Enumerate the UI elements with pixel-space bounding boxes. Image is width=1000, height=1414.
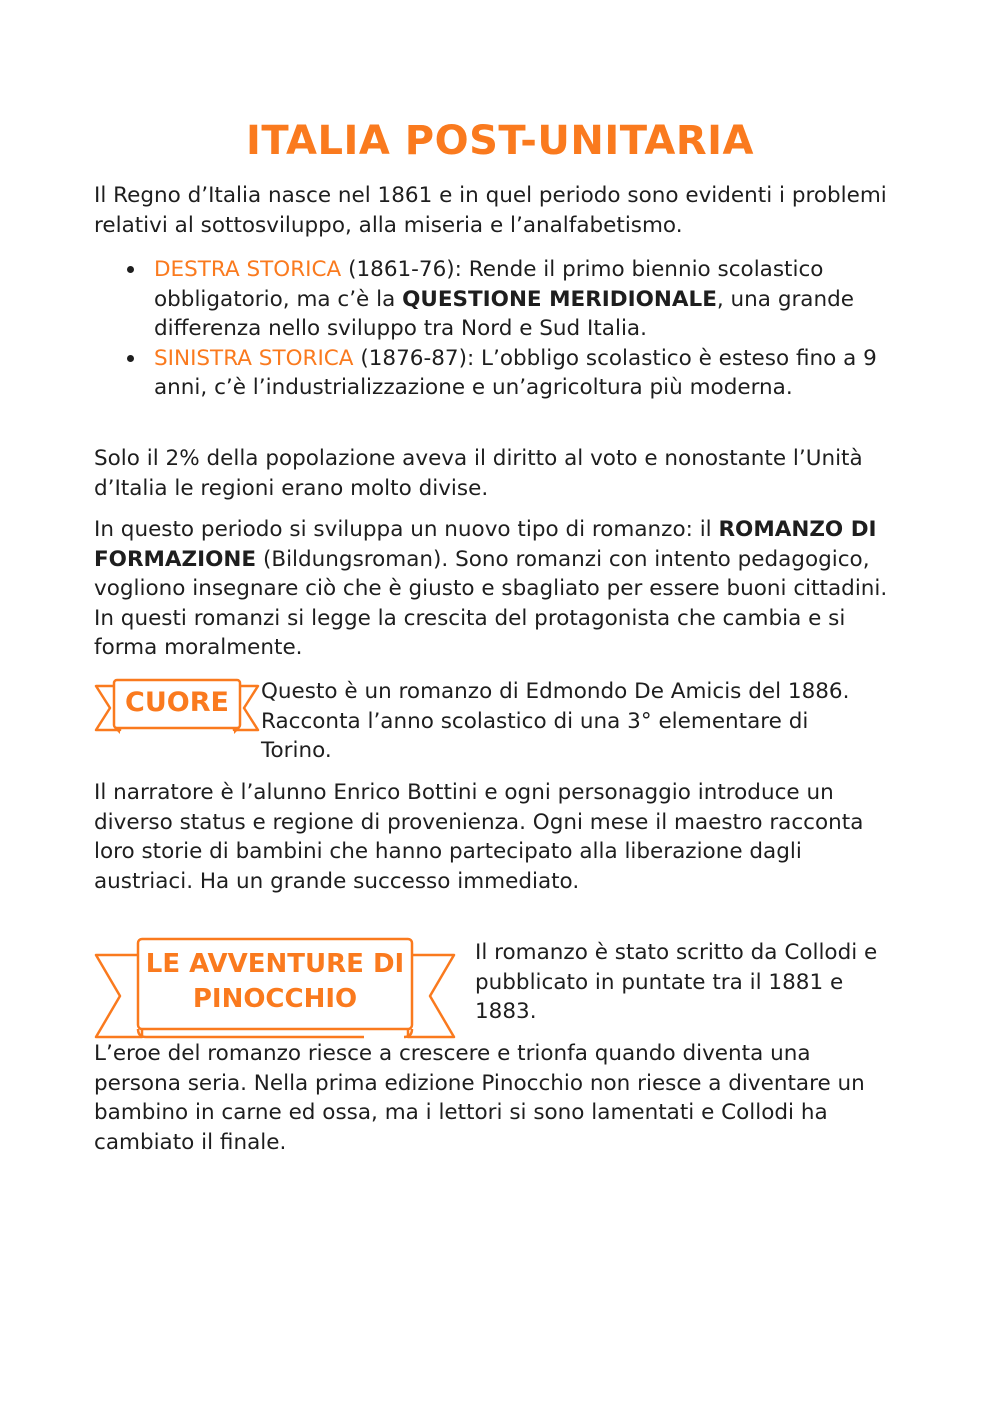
- bullet-dot: [127, 266, 134, 273]
- ending-paragraph: L’eroe del romanzo riesce a crescere e trionfa quando diventa una persona seria. Nella prima edizione Pinocchio non riesce a diventare un bambino in carne ed ossa, ma i lettori si sono lamentati e Collodi ha cambiato il finale.: [94, 1041, 865, 1155]
- term-romanzo-di-formazione: ROMANZO DI FORMAZIONE: [94, 517, 877, 572]
- cuore-label: CUORE: [125, 687, 229, 718]
- novel-text: (Bildungsroman). Sono romanzi con intento pedagogico, vogliono insegnare ciò che è giusto e sbagliato per essere buoni cittadini. In questi romanzi si legge la crescita del protagonista che cambia e si forma moralmente.: [94, 546, 888, 660]
- bullet-list: [94, 255, 894, 403]
- bullet-text: (1876-87): L’obbligo scolastico è esteso fino a 9 anni, c’è l’industrializzazione e un’agricoltura più moderna.: [154, 345, 877, 400]
- cuore-description: Questo è un romanzo di Edmondo De Amicis del 1886. Racconta l’anno scolastico di una 3° elementare di Torino.: [261, 679, 850, 763]
- page-title: ITALIA POST-UNITARIA: [245, 118, 755, 164]
- list-item: [94, 344, 894, 403]
- pinocchio-banner: [94, 937, 456, 1043]
- term-destra-storica: DESTRA STORICA: [154, 257, 342, 282]
- list-item: [94, 255, 894, 344]
- term-sinistra-storica: SINISTRA STORICA: [154, 345, 354, 371]
- pinocchio-label-line1: LE AVVENTURE DI: [145, 949, 405, 979]
- pinocchio-label: [138, 947, 412, 1017]
- bullet-text: (1861-76): Rende il primo biennio scolastico obbligatorio, ma c’è la: [154, 257, 824, 312]
- intro-paragraph: Il Regno d’Italia nasce nel 1861 e in quel periodo sono evidenti i problemi relativi al sottosviluppo, alla miseria e l’analfabetismo.: [94, 183, 887, 238]
- cuore-banner: [94, 678, 260, 738]
- pinocchio-label-line2: PINOCCHIO: [192, 984, 358, 1014]
- novel-text: In questo periodo si sviluppa un nuovo tipo di romanzo: il: [94, 517, 719, 542]
- narrator-paragraph: Il narratore è l’alunno Enrico Bottini e ogni personaggio introduce un diverso status e regione di provenienza. Ogni mese il maestro racconta loro storie di bambini che hanno partecipato alla liberazione dagli austriaci. Ha un grande successo immediato.: [94, 780, 864, 894]
- bullet-text: , una grande differenza nello sviluppo tra Nord e Sud Italia.: [154, 286, 854, 341]
- vote-paragraph: Solo il 2% della popolazione aveva il diritto al voto e nonostante l’Unità d’Italia le regioni erano molto divise.: [94, 446, 863, 501]
- pinocchio-description: Il romanzo è stato scritto da Collodi e pubblicato in puntate tra il 1881 e 1883.: [475, 940, 878, 1024]
- term-questione-meridionale: QUESTIONE MERIDIONALE: [402, 286, 717, 312]
- novel-paragraph: [94, 515, 914, 663]
- bullet-dot: [127, 355, 134, 362]
